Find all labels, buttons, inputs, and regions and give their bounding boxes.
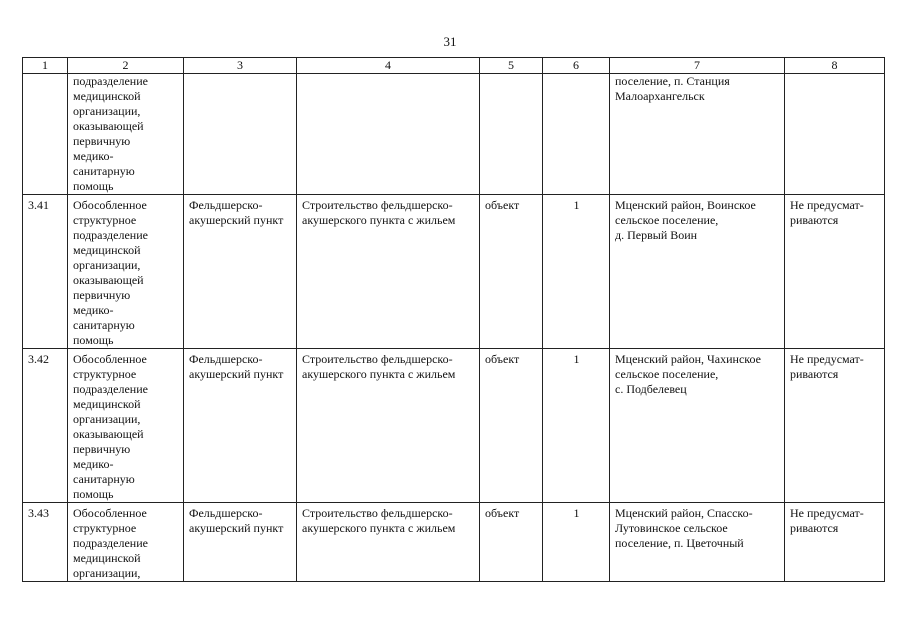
column-header-2: 2 bbox=[68, 58, 184, 74]
column-header-5: 5 bbox=[480, 58, 543, 74]
cell-quantity: 1 bbox=[543, 503, 610, 582]
cell-zones: Не предусмат- риваются bbox=[785, 195, 885, 349]
column-header-4: 4 bbox=[297, 58, 480, 74]
cell-purpose: Строительство фельдшерско- акушерского пункта с жильем bbox=[297, 503, 480, 582]
table-row bbox=[23, 503, 885, 582]
cell-object-name bbox=[184, 74, 297, 195]
cell-purpose: Строительство фельдшерско- акушерского пункта с жильем bbox=[297, 349, 480, 503]
table-header-row bbox=[23, 58, 885, 74]
cell-object-type: Обособленное структурное подразделение медицинской организации, оказывающей первичную медико- санитарную помощь bbox=[68, 349, 184, 503]
cell-zones: Не предусмат- риваются bbox=[785, 503, 885, 582]
cell-unit: объект bbox=[480, 349, 543, 503]
cell-unit bbox=[480, 74, 543, 195]
cell-zones: Не предусмат- риваются bbox=[785, 349, 885, 503]
cell-object-name: Фельдшерско- акушерский пункт bbox=[184, 503, 297, 582]
column-header-7: 7 bbox=[610, 58, 785, 74]
cell-quantity: 1 bbox=[543, 349, 610, 503]
cell-location: Мценский район, Воинское сельское поселение, д. Первый Воин bbox=[610, 195, 785, 349]
cell-purpose bbox=[297, 74, 480, 195]
cell-object-type: подразделение медицинской организации, оказывающей первичную медико- санитарную помощь bbox=[68, 74, 184, 195]
cell-object-name: Фельдшерско- акушерский пункт bbox=[184, 349, 297, 503]
column-header-3: 3 bbox=[184, 58, 297, 74]
page-number: 31 bbox=[443, 34, 457, 49]
table-row bbox=[23, 349, 885, 503]
cell-purpose: Строительство фельдшерско- акушерского пункта с жильем bbox=[297, 195, 480, 349]
facilities-table bbox=[22, 57, 885, 582]
table-row bbox=[23, 195, 885, 349]
cell-unit: объект bbox=[480, 195, 543, 349]
cell-object-type: Обособленное структурное подразделение медицинской организации, bbox=[68, 503, 184, 582]
cell-object-type: Обособленное структурное подразделение медицинской организации, оказывающей первичную медико- санитарную помощь bbox=[68, 195, 184, 349]
cell-location: поселение, п. Станция Малоархангельск bbox=[610, 74, 785, 195]
column-header-6: 6 bbox=[543, 58, 610, 74]
cell-number: 3.43 bbox=[23, 503, 68, 582]
cell-number: 3.41 bbox=[23, 195, 68, 349]
cell-location: Мценский район, Спасско- Лутовинское сельское поселение, п. Цветочный bbox=[610, 503, 785, 582]
cell-number bbox=[23, 74, 68, 195]
column-header-1: 1 bbox=[23, 58, 68, 74]
cell-quantity bbox=[543, 74, 610, 195]
cell-zones bbox=[785, 74, 885, 195]
table-row-continuation bbox=[23, 74, 885, 195]
cell-object-name: Фельдшерско- акушерский пункт bbox=[184, 195, 297, 349]
cell-location: Мценский район, Чахинское сельское поселение, с. Подбелевец bbox=[610, 349, 785, 503]
cell-number: 3.42 bbox=[23, 349, 68, 503]
column-header-8: 8 bbox=[785, 58, 885, 74]
cell-unit: объект bbox=[480, 503, 543, 582]
cell-quantity: 1 bbox=[543, 195, 610, 349]
